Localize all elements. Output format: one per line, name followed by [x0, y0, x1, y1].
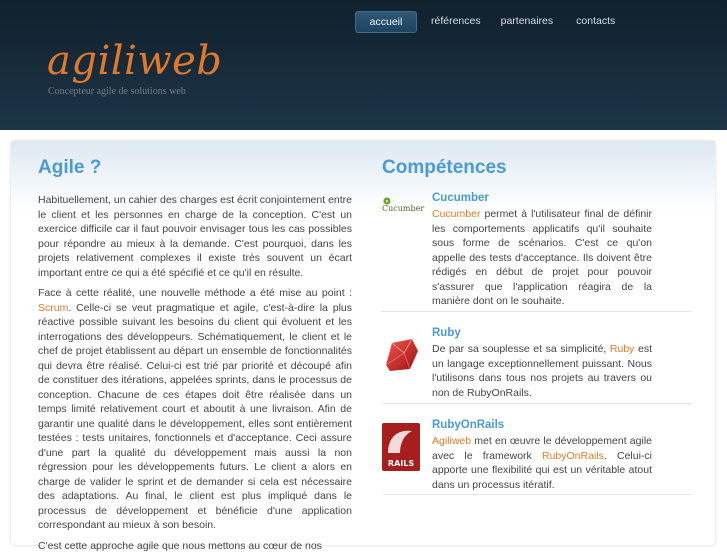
scrum-link[interactable]: Scrum	[38, 301, 69, 314]
agile-paragraph-3: C'est cette approche agile que nous mettons au cœur de nos	[38, 539, 322, 552]
cucumber-logo-text: Cucumber	[382, 204, 425, 213]
ruby-logo	[382, 327, 420, 375]
site-logo[interactable]: agiliweb	[47, 38, 223, 84]
competence-desc-cucumber	[432, 207, 652, 309]
site-tagline: Concepteur agile de solutions web	[48, 86, 186, 97]
competences-title: Compétences	[382, 157, 507, 178]
competence-item-rubyonrails	[382, 419, 692, 495]
rails-logo	[382, 419, 420, 467]
competence-body-cucumber	[432, 192, 652, 309]
competence-desc-ruby	[432, 342, 652, 400]
competence-item-ruby	[382, 327, 692, 404]
main-nav	[355, 11, 625, 33]
agiliweb-link[interactable]: Agiliweb	[432, 435, 472, 447]
competence-body-rubyonrails	[432, 419, 652, 492]
competence-desc-rubyonrails	[432, 434, 652, 492]
nav-item-contacts[interactable]: contacts	[576, 15, 616, 27]
nav-item-partenaires[interactable]: partenaires	[500, 15, 554, 27]
competence-desc-rubyonrails-mid: met en œuvre le développement agile avec le framework	[432, 435, 652, 462]
cucumber-link[interactable]: Cucumber	[432, 208, 481, 220]
rails-logo-text: RAILS	[387, 459, 415, 468]
competence-name-ruby: Ruby	[432, 327, 461, 339]
agile-paragraph-2	[38, 286, 352, 533]
competence-body-ruby	[432, 327, 652, 400]
competence-item-cucumber	[382, 192, 692, 312]
rubyonrails-link[interactable]: RubyOnRails	[542, 449, 604, 462]
competence-desc-rubyonrails-text: . Celui-ci apporte une flexibilité qui est un véritable atout dans un processus itératif.	[432, 449, 652, 491]
ruby-link[interactable]: Ruby	[609, 343, 635, 355]
nav-item-accueil[interactable]: accueil	[355, 11, 417, 33]
competence-desc-ruby-text: est un langage exceptionnellement puissant. Nous l'utilisons dans tous nos projets au travers ou non de RubyOnRails.	[432, 343, 652, 399]
competence-name-rubyonrails: RubyOnRails	[432, 419, 505, 431]
agile-paragraph-1: Habituellement, un cahier des charges est écrit conjointement entre le client et les personnes en charge de la conception. C'est un exercice difficile car il faut pouvoir envisager tous les cas possibles pour répondre au mieux à la demande. C'est pourquoi, dans les projets relativement complexes il existe très souvent un écart important entre ce qui a été spécifié et ce qu'il en résulte.	[38, 194, 353, 279]
cucumber-logo	[382, 192, 425, 240]
agile-paragraph-2-suffix: . Celle-ci se veut pragmatique et agile, c'est-à-dire la plus réactive possible suivant les besoins du client qui évoluent et les interrogations des développeurs. Schématiquement, le client et le chef de projet établissent au départ un ensemble de fonctionnalités qui devra être réalisé. Celui-ci est trié par priorité et découpé afin de constituer des itérations, appelées sprints, dans le processus de conception. Chacune de ces étapes doit être réalisée dans un temps limité relativement court et aboutit à une livraison. Afin de garantir une qualité dans le développement, elles sont entièrement testées : tests unitaires, fonctionnels et d'acceptance. Ceci assure d'une part la qualité du développement mais aussi la non régression pour les développements futurs. Le client a alors en charge de valider le sprint et de demander si cela est nécessaire des adaptations. Au final, le client est plus impliqué dans le processus de développement et bénéficie d'une application correspondant au mieux à son besoin.	[38, 301, 352, 531]
competence-desc-ruby-prefix: De par sa souplesse et sa simplicité,	[432, 343, 610, 355]
site-header	[0, 0, 727, 130]
competence-name-cucumber: Cucumber	[432, 192, 489, 204]
competence-desc-cucumber-text: permet à l'utilisateur final de définir les comportements applicatifs qu'il souhaite sous forme de scénarios. C'est ce qu'on appelle des tests d'acceptance. Ils doivent être rédigés en début de projet pour pouvoir s'assurer que l'application réagira de la manière dont on le souhaite.	[432, 208, 652, 307]
nav-item-references[interactable]: références	[431, 15, 481, 27]
content-panel	[11, 141, 715, 552]
agile-paragraph-2-prefix: Face à cette réalité, une nouvelle méthode a été mise au point :	[38, 287, 352, 299]
agile-text	[38, 193, 352, 559]
agile-title: Agile ?	[38, 157, 102, 178]
